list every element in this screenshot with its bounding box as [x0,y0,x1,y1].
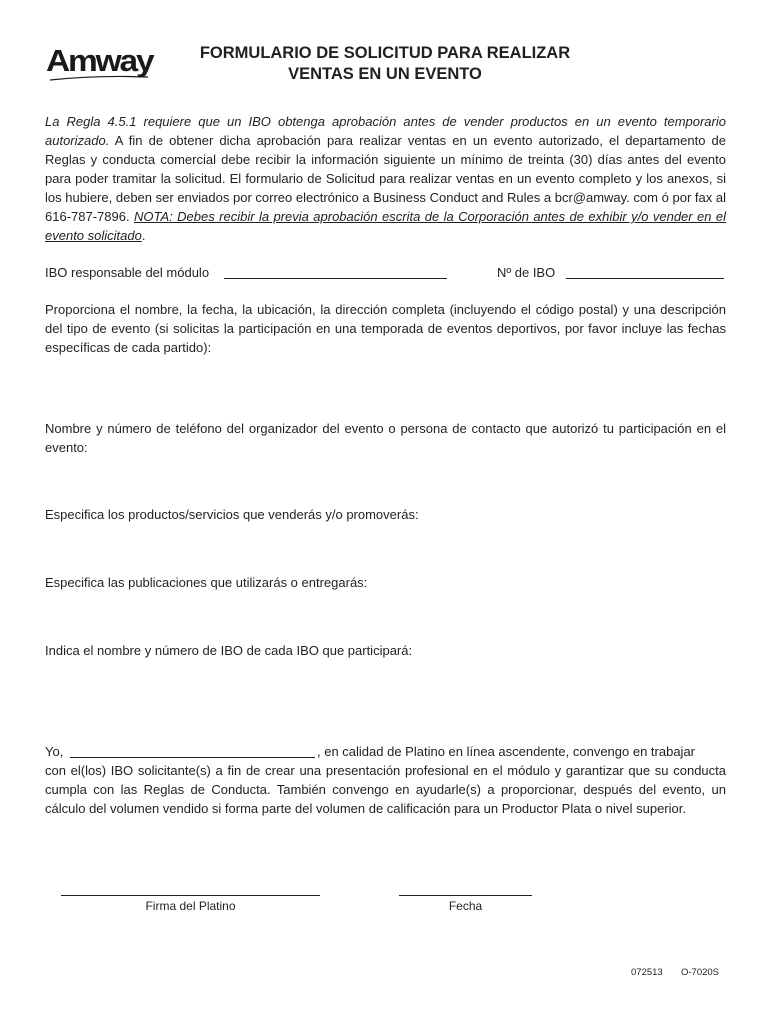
declaration-body: con el(los) IBO solicitante(s) a fin de crear una presentación profesional en el módulo y garantizar que su conducta cumpla con las Reglas de Conducta. También convengo en ayudarle(s) a proporcionar, después del evento, un cálculo del volumen vendido si forma parte del volumen de calificación para un Productor Plata o nivel superior. [45,763,726,816]
ibo-number-field[interactable] [566,278,724,279]
platinum-signature-line[interactable] [61,895,320,896]
date-line[interactable] [399,895,532,896]
footer-code-date: 072513 [631,967,663,978]
intro-end: . [141,228,146,243]
intro-paragraph [45,112,726,245]
ibo-responsible-label: IBO responsable del módulo [45,265,210,280]
ibo-responsible-field[interactable] [224,278,447,279]
rule-statement: La Regla 4.5.1 requiere que un IBO obtenga aprobación antes de vender productos en un evento temporario autorizado. [45,114,726,148]
event-info-question: Proporciona el nombre, la fecha, la ubicación, la dirección completa (incluyendo el código postal) y una descripción del tipo de evento (si solicitas la participación en una temporada de eventos deportivos, por favor incluye las fechas específicas de cada partido): [45,302,726,355]
logo-swoosh [48,74,152,82]
form-title [160,43,610,85]
participants-question: Indica el nombre y número de IBO de cada IBO que participará: [45,643,413,658]
date-label: Fecha [448,899,483,913]
products-question: Especifica los productos/servicios que venderás y/o promoverás: [45,507,419,522]
intro-body: A fin de obtener dicha aprobación para realizar ventas en un evento autorizado, el departamento de Reglas y conducta comercial debe recibir la información siguiente un mínimo de treinta (30) días antes del evento para poder tramitar la solicitud. El formulario de Solicitud para realizar ventas en un evento completo y los anexos, si los hubiere, deben ser enviados por correo electrónico a Business Conduct and Rules a bcr@amway. com ó por fax al 616-787-7896. [45,133,726,224]
ibo-number-label: Nº de IBO [497,265,556,280]
declaration-first-line: , en calidad de Platino en línea ascendente, convengo en trabajar [317,744,695,759]
declaration-prefix: Yo, [45,744,64,759]
organizer-question: Nombre y número de teléfono del organizador del evento o persona de contacto que autorizó tu participación en el evento: [45,421,726,455]
form-title-line1: FORMULARIO DE SOLICITUD PARA REALIZAR [199,44,571,62]
footer-form-code: O-7020S [681,967,720,978]
platinum-name-field[interactable] [70,757,315,758]
amway-logo: Amway [46,43,153,78]
platinum-signature-label: Firma del Platino [145,899,236,913]
approval-note: NOTA: Debes recibir la previa aprobación escrita de la Corporación antes de exhibir y/o vender en el evento solicitado [45,209,727,243]
form-title-line2: VENTAS EN UN EVENTO [288,65,482,83]
publications-question: Especifica las publicaciones que utilizarás o entregarás: [45,575,368,590]
